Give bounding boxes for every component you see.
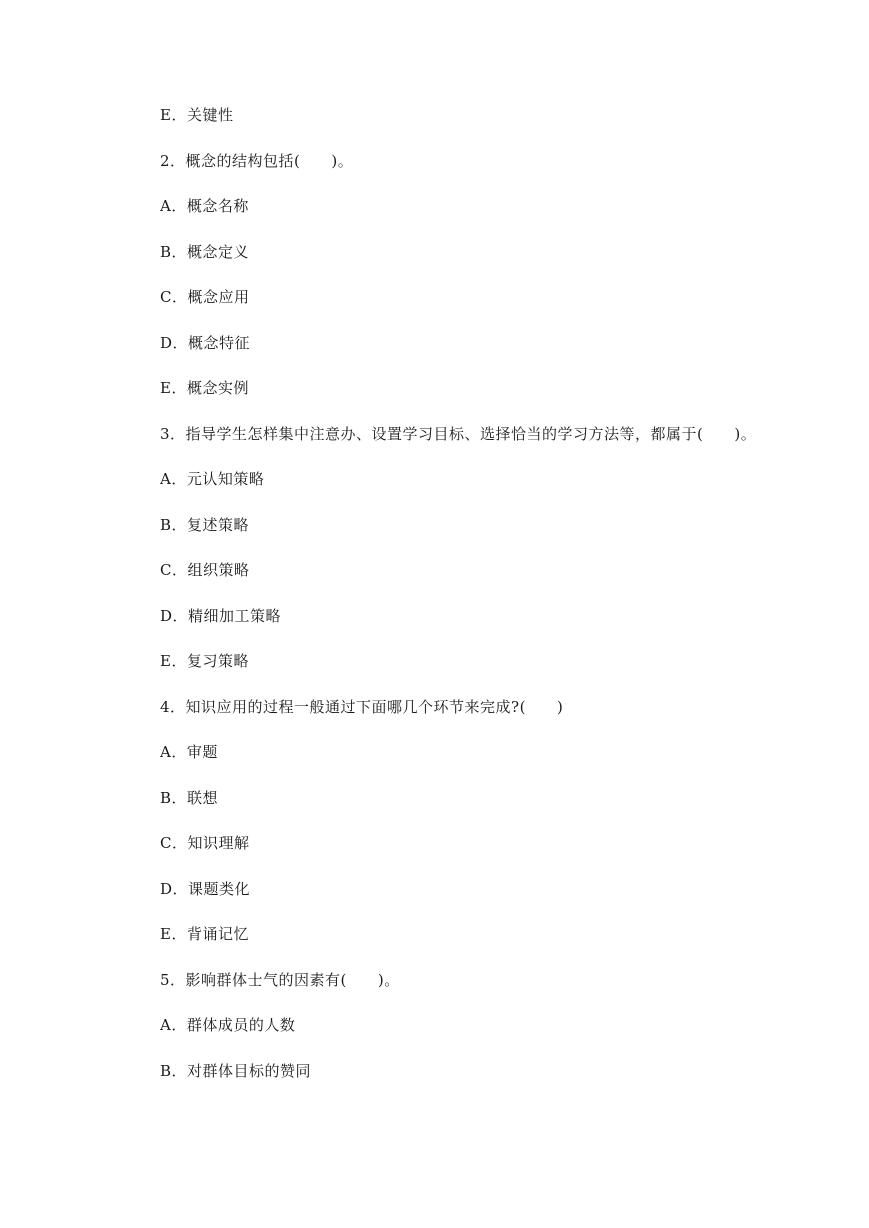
question-text: 4．知识应用的过程一般通过下面哪几个环节来完成?( )	[160, 698, 564, 716]
option-text: A．元认知策略	[160, 470, 265, 488]
option-text: D．概念特征	[160, 334, 251, 352]
option-text: B．概念定义	[160, 243, 250, 261]
option-text: A．群体成员的人数	[160, 1016, 296, 1034]
option-text: C．组织策略	[160, 561, 250, 579]
option-text: C．概念应用	[160, 288, 250, 306]
question-text: 2．概念的结构包括( )。	[160, 152, 354, 170]
option-text: E．背诵记忆	[160, 925, 249, 943]
option-text: E．复习策略	[160, 652, 249, 670]
option-text: A．概念名称	[160, 197, 249, 215]
option-text: B．联想	[160, 789, 219, 807]
option-text: B．对群体目标的赞同	[160, 1062, 312, 1080]
option-text: D．精细加工策略	[160, 607, 282, 625]
option-text: D．课题类化	[160, 880, 251, 898]
option-text: E．概念实例	[160, 379, 249, 397]
question-text: 3．指导学生怎样集中注意办、设置学习目标、选择恰当的学习方法等，都属于( )。	[160, 425, 757, 443]
option-text: E．关键性	[160, 106, 234, 124]
question-text: 5．影响群体士气的因素有( )。	[160, 971, 400, 989]
option-text: A．审题	[160, 743, 218, 761]
option-text: B．复述策略	[160, 516, 250, 534]
option-text: C．知识理解	[160, 834, 250, 852]
